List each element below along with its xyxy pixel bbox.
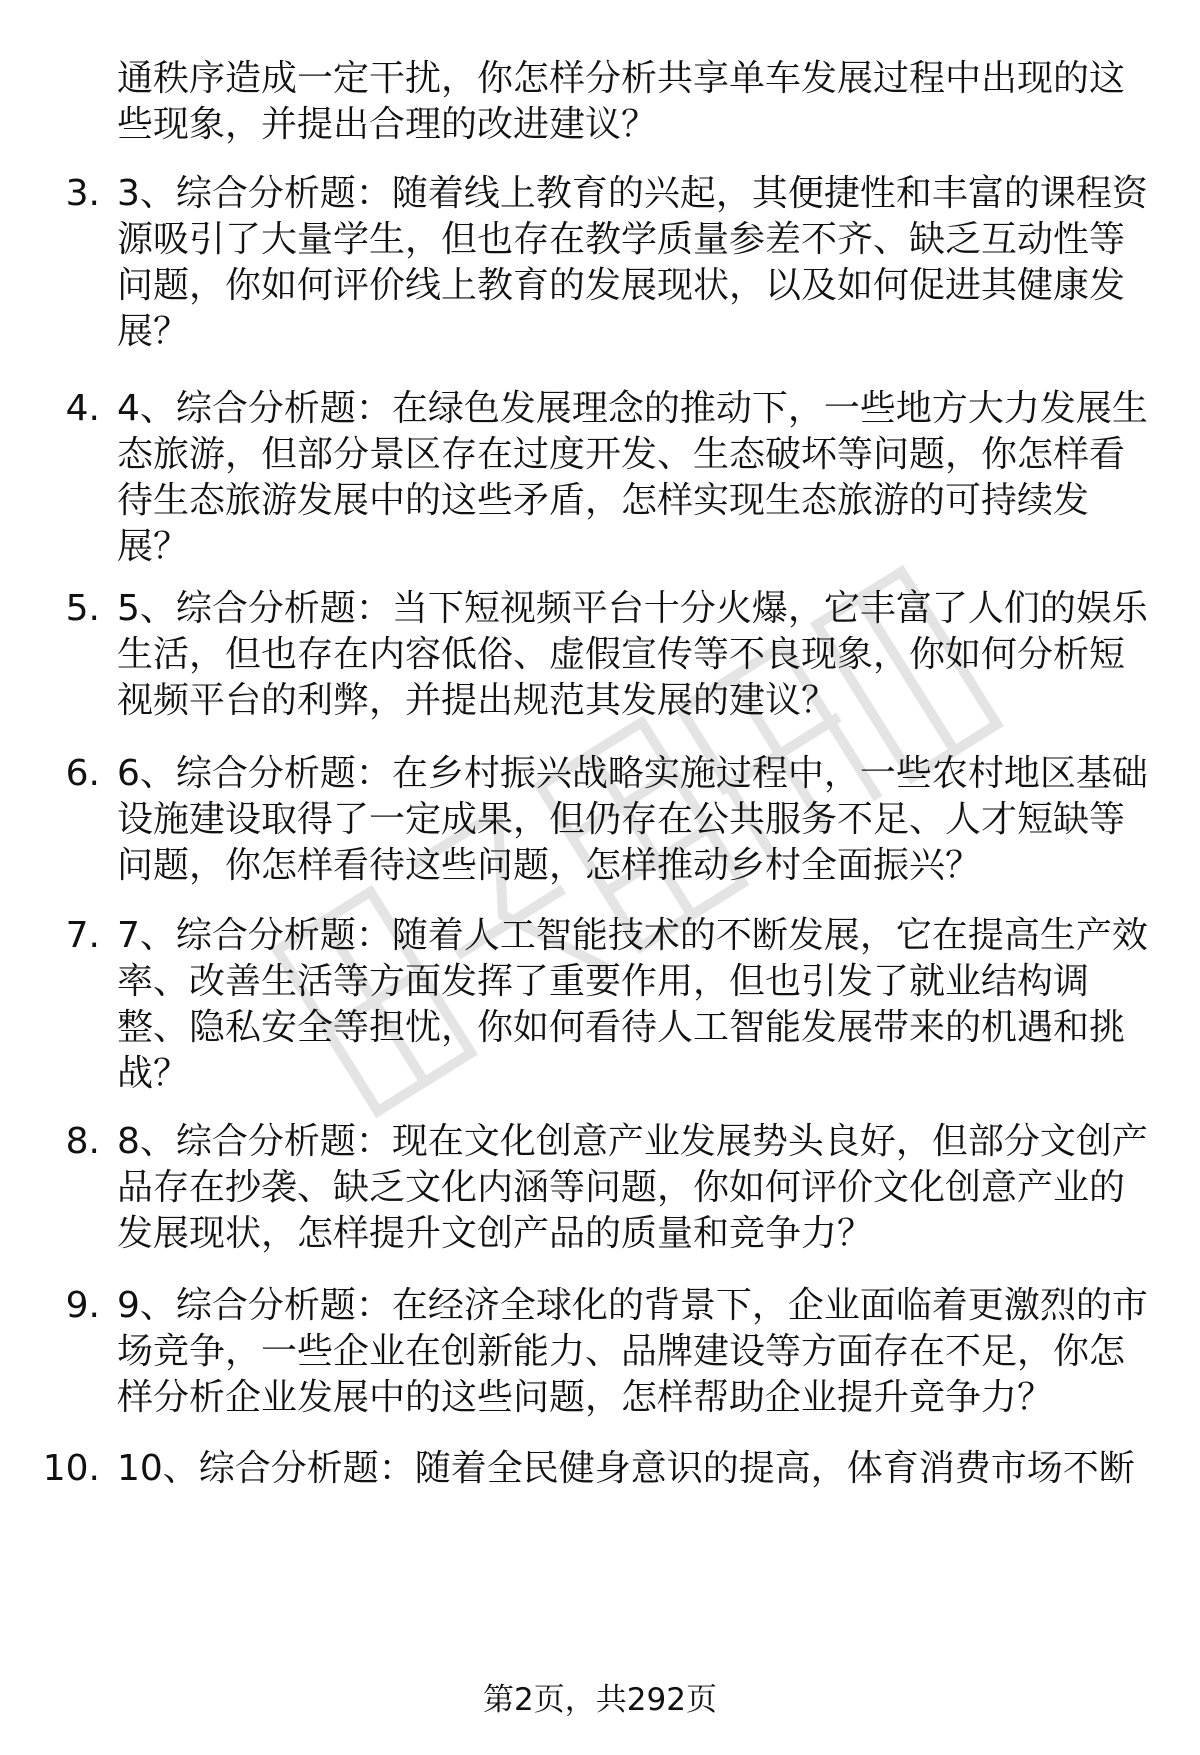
- intro-line: 通秩序造成一定干扰，你怎样分析共享单车发展过程中出现的这: [117, 58, 1126, 99]
- question-text-line: 3、综合分析题：随着线上教育的兴起，其便捷性和丰富的课程资: [117, 173, 1148, 214]
- question-text-line: 8、综合分析题：现在文化创意产业发展势头良好，但部分文创产: [117, 1121, 1148, 1162]
- question-text-line: 率、改善生活等方面发挥了重要作用，但也引发了就业结构调: [117, 961, 1090, 1002]
- question-text-line: 6、综合分析题：在乡村振兴战略实施过程中，一些农村地区基础: [117, 753, 1148, 794]
- page-footer: 第2页，共292页: [483, 1682, 717, 1718]
- question-text-line: 发展现状，怎样提升文创产品的质量和竞争力？: [117, 1213, 874, 1254]
- question-text-line: 整、隐私安全等担忧，你如何看待人工智能发展带来的机遇和挑: [117, 1007, 1126, 1048]
- question-text-line: 7、综合分析题：随着人工智能技术的不断发展，它在提高生产效: [117, 915, 1148, 956]
- question-number: 7.: [65, 915, 100, 956]
- question-text-line: 10、综合分析题：随着全民健身意识的提高，体育消费市场不断: [117, 1448, 1135, 1489]
- question-number: 8.: [65, 1121, 100, 1162]
- question-text-line: 设施建设取得了一定成果，但仍存在公共服务不足、人才短缺等: [117, 799, 1126, 840]
- question-text-line: 战？: [117, 1053, 190, 1094]
- question-text-line: 源吸引了大量学生，但也存在教学质量参差不齐、缺乏互动性等: [117, 219, 1126, 260]
- question-text-line: 生活，但也存在内容低俗、虚假宣传等不良现象，你如何分析短: [117, 634, 1126, 675]
- question-text-line: 问题，你怎样看待这些问题，怎样推动乡村全面振兴？: [117, 845, 982, 886]
- intro-line: 些现象，并提出合理的改进建议？: [117, 104, 658, 145]
- question-text-line: 待生态旅游发展中的这些矛盾，怎样实现生态旅游的可持续发: [117, 480, 1090, 521]
- question-text-line: 视频平台的利弊，并提出规范其发展的建议？: [117, 680, 838, 721]
- question-number: 10.: [42, 1448, 100, 1489]
- question-number: 4.: [65, 388, 100, 429]
- question-text-line: 问题，你如何评价线上教育的发展现状，以及如何促进其健康发: [117, 265, 1126, 306]
- question-number: 3.: [65, 173, 100, 214]
- question-text-line: 态旅游，但部分景区存在过度开发、生态破坏等问题，你怎样看: [117, 434, 1126, 475]
- question-text-line: 品存在抄袭、缺乏文化内涵等问题，你如何评价文化创意产业的: [117, 1167, 1126, 1208]
- question-number: 5.: [65, 588, 100, 629]
- question-text-line: 4、综合分析题：在绿色发展理念的推动下，一些地方大力发展生: [117, 388, 1148, 429]
- question-text-line: 5、综合分析题：当下短视频平台十分火爆，它丰富了人们的娱乐: [117, 588, 1148, 629]
- question-text-line: 场竞争，一些企业在创新能力、品牌建设等方面存在不足，你怎: [117, 1331, 1126, 1372]
- question-text-line: 样分析企业发展中的这些问题，怎样帮助企业提升竞争力？: [117, 1377, 1054, 1418]
- question-number: 9.: [65, 1285, 100, 1326]
- question-text-line: 展？: [117, 311, 190, 352]
- question-text-line: 展？: [117, 526, 190, 567]
- question-number: 6.: [65, 753, 100, 794]
- question-text-line: 9、综合分析题：在经济全球化的背景下，企业面临着更激烈的市: [117, 1285, 1148, 1326]
